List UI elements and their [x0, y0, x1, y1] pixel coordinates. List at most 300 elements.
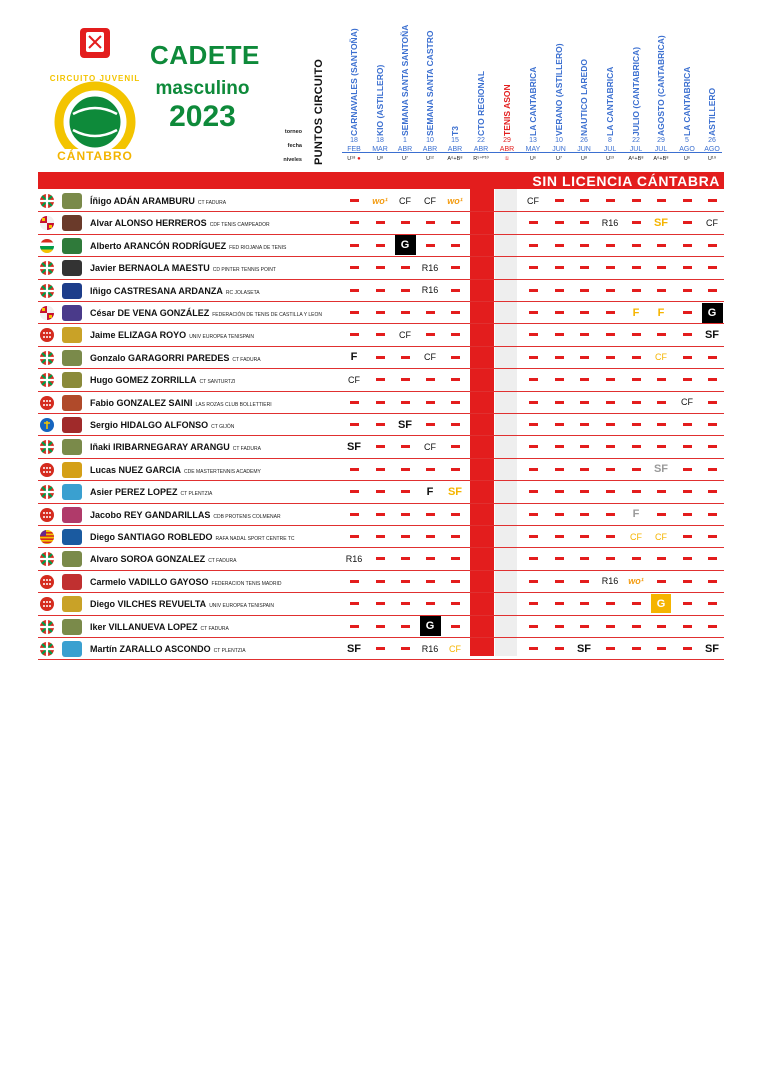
result-text: SF: [346, 642, 362, 655]
region-flag-icon: [40, 418, 54, 432]
tournament-date: 18 FEB: [347, 137, 361, 153]
result-cell: [675, 235, 699, 256]
result-cell: [547, 436, 571, 457]
logo-text-top: CIRCUITO JUVENIL: [49, 74, 141, 83]
no-result-dash: [451, 445, 460, 448]
player-name-text: Íñigo ADÁN ARAMBURU: [90, 196, 195, 206]
player-name-text: Diego SANTIAGO ROBLEDO: [90, 532, 213, 542]
result-text: F: [657, 306, 665, 319]
player-club: FEDERACIÓN DE TENIS DE CASTILLA Y LEON: [212, 312, 322, 318]
no-result-dash: [580, 468, 589, 471]
result-cell: [418, 212, 442, 233]
result-cell: [649, 504, 673, 525]
no-result-dash: [529, 625, 538, 628]
tournament-date: 10 ABR: [422, 137, 438, 153]
result-cell: [521, 548, 545, 569]
club-logo-icon: [62, 641, 82, 657]
tournament-level: A⁶+B⁸: [628, 156, 644, 162]
result-cell: [521, 347, 545, 368]
result-cell: [342, 638, 366, 659]
points-circuit-header: PUNTOS CIRCUITO: [313, 58, 325, 165]
no-result-dash: [683, 513, 692, 516]
result-cell: [521, 436, 545, 457]
no-result-dash: [350, 244, 359, 247]
result-cell: [598, 638, 622, 659]
result-cell: [572, 257, 596, 278]
result-cell: [700, 392, 724, 413]
tournament-level: R⁵⁺ᴾ¹⁰: [473, 156, 489, 162]
result-text: R16: [345, 553, 363, 564]
result-cell: [700, 504, 724, 525]
no-result-dash: [529, 535, 538, 538]
result-text: SF: [397, 418, 413, 431]
no-result-dash: [657, 266, 666, 269]
result-cell: [649, 235, 673, 256]
no-result-dash: [401, 378, 410, 381]
result-cell: [675, 548, 699, 569]
player-club: CT FADURA: [208, 558, 237, 565]
result-cell: [547, 392, 571, 413]
result-cell: [521, 481, 545, 502]
result-cell: [700, 257, 724, 278]
result-cell: [393, 436, 417, 457]
no-result-dash: [580, 580, 589, 583]
no-result-dash: [555, 289, 564, 292]
result-cell: [675, 481, 699, 502]
no-result-dash: [451, 557, 460, 560]
no-result-dash: [632, 266, 641, 269]
no-result-dash: [555, 535, 564, 538]
no-result-dash: [555, 602, 564, 605]
no-result-dash: [580, 445, 589, 448]
no-result-dash: [426, 423, 435, 426]
result-cell: [418, 459, 442, 480]
tournament-level: A⁶+B⁸: [653, 156, 669, 162]
no-result-dash: [606, 625, 615, 628]
result-cell: [598, 392, 622, 413]
no-result-dash: [350, 266, 359, 269]
result-cell: [521, 212, 545, 233]
no-result-dash: [529, 580, 538, 583]
result-cell: [443, 593, 467, 614]
no-result-dash: [683, 333, 692, 336]
result-cell: [624, 347, 648, 368]
result-cell: [521, 414, 545, 435]
result-cell: [368, 369, 392, 390]
result-cell: [598, 504, 622, 525]
no-result-dash: [555, 401, 564, 404]
region-flag-icon: [40, 440, 54, 454]
club-logo-icon: [62, 596, 82, 612]
no-result-dash: [376, 378, 385, 381]
result-cell: [368, 414, 392, 435]
no-result-dash: [657, 445, 666, 448]
result-cell: [598, 436, 622, 457]
result-cell: [649, 414, 673, 435]
result-text: wo¹: [628, 576, 644, 587]
no-result-dash: [683, 445, 692, 448]
player-name-text: Hugo GOMEZ ZORRILLA: [90, 375, 197, 386]
result-cell: [624, 481, 648, 502]
player-club: UNIV EUROPEA TENISPAIN: [189, 334, 255, 341]
no-result-dash: [580, 244, 589, 247]
result-cell: [418, 414, 442, 435]
no-result-dash: [376, 535, 385, 538]
player-row: [38, 571, 724, 593]
page-subtitle: masculino: [155, 78, 250, 99]
result-cell: [675, 280, 699, 301]
player-row: [38, 459, 724, 481]
result-cell: [547, 459, 571, 480]
no-result-dash: [555, 468, 564, 471]
result-cell: [443, 347, 467, 368]
no-result-dash: [606, 199, 615, 202]
no-result-dash: [708, 625, 717, 628]
no-result-dash: [657, 490, 666, 493]
result-cell: [521, 504, 545, 525]
result-cell: [418, 347, 442, 368]
no-result-dash: [555, 333, 564, 336]
no-result-dash: [529, 266, 538, 269]
sin-licencia-label: SIN LICENCIA CÁNTABRA: [532, 173, 720, 189]
result-cell: [342, 369, 366, 390]
no-result-dash: [529, 647, 538, 650]
tournament-date: 29 JUL: [654, 137, 668, 153]
result-cell: [418, 436, 442, 457]
result-cell: [572, 459, 596, 480]
player-name-text: Jaime ELIZAGA ROYO: [90, 330, 187, 341]
result-cell: [368, 504, 392, 525]
player-club: CDE MASTERTENNIS ACADEMY: [184, 468, 261, 475]
result-text: R16: [421, 262, 439, 273]
result-cell: [700, 190, 724, 211]
federation-shield-icon: [80, 28, 110, 58]
result-cell: [443, 638, 467, 659]
result-cell: [624, 459, 648, 480]
result-text: SF: [704, 328, 720, 341]
result-cell: [547, 302, 571, 323]
result-cell: [572, 302, 596, 323]
result-cell: [649, 212, 673, 233]
result-cell: [342, 593, 366, 614]
result-text: F: [426, 485, 434, 498]
tournament-name: CTO REGIONAL: [476, 70, 486, 136]
tournament-level: U¹³: [606, 156, 614, 162]
result-cell: [624, 548, 648, 569]
tournament-level: U¹⁹: [707, 156, 717, 162]
no-result-dash: [683, 557, 692, 560]
level-dot-icon: ●: [355, 156, 361, 162]
result-text: G: [702, 303, 723, 323]
result-cell: [547, 212, 571, 233]
no-result-dash: [606, 513, 615, 516]
result-cell: [443, 436, 467, 457]
result-cell: [521, 369, 545, 390]
result-cell: [675, 257, 699, 278]
no-result-dash: [451, 289, 460, 292]
player-row: [38, 436, 724, 458]
result-cell: [521, 302, 545, 323]
result-cell: [393, 414, 417, 435]
club-logo-icon: [62, 327, 82, 343]
result-cell: [598, 235, 622, 256]
no-result-dash: [451, 356, 460, 359]
result-cell: [443, 302, 467, 323]
result-cell: [368, 571, 392, 592]
player-row: [38, 638, 724, 660]
no-result-dash: [632, 625, 641, 628]
no-result-dash: [606, 490, 615, 493]
no-result-dash: [451, 244, 460, 247]
page-year: 2023: [169, 100, 236, 133]
result-cell: [649, 347, 673, 368]
result-cell: [368, 235, 392, 256]
no-result-dash: [606, 244, 615, 247]
player-club: CT FADURA: [232, 356, 261, 363]
no-result-dash: [401, 289, 410, 292]
result-cell: [700, 459, 724, 480]
player-club: RAFA NADAL SPORT CENTRE TC: [215, 536, 295, 542]
result-cell: [521, 190, 545, 211]
player-club: CD PINTER TENNIS POINT: [212, 267, 276, 274]
region-flag-icon: [40, 530, 54, 544]
result-cell: [675, 414, 699, 435]
club-logo-icon: [62, 507, 82, 523]
result-text: CF: [527, 195, 539, 206]
region-flag-icon: [40, 485, 54, 499]
no-result-dash: [555, 625, 564, 628]
result-cell: [443, 616, 467, 637]
no-result-dash: [708, 401, 717, 404]
result-cell: [368, 593, 392, 614]
result-text: SF: [576, 642, 592, 655]
no-result-dash: [555, 513, 564, 516]
result-cell: [547, 616, 571, 637]
result-cell: [521, 571, 545, 592]
result-cell: [418, 392, 442, 413]
player-name-text: Lucas NUEZ GARCIA: [90, 464, 182, 475]
result-cell: [675, 459, 699, 480]
result-cell: [700, 526, 724, 547]
player-name: [90, 263, 276, 273]
no-result-dash: [376, 580, 385, 583]
player-club: CT FADURA: [197, 200, 227, 206]
result-cell: [649, 324, 673, 345]
no-result-dash: [350, 490, 359, 493]
no-result-dash: [350, 401, 359, 404]
player-club: CT PLENTZIA: [213, 648, 246, 654]
tournament-date: 29 ABR: [499, 137, 515, 153]
no-result-dash: [350, 199, 359, 202]
no-result-dash: [426, 333, 435, 336]
result-cell: [547, 638, 571, 659]
result-cell: [649, 257, 673, 278]
no-result-dash: [606, 423, 615, 426]
region-flag-icon: [40, 396, 54, 410]
result-cell: [342, 280, 366, 301]
player-row: [38, 548, 724, 570]
result-cell: [521, 392, 545, 413]
circuito-juvenil-logo: [40, 22, 150, 167]
no-result-dash: [606, 266, 615, 269]
result-cell: [649, 369, 673, 390]
no-result-dash: [451, 468, 460, 471]
result-text: wo¹: [447, 195, 463, 206]
no-result-dash: [683, 311, 692, 314]
no-result-dash: [426, 513, 435, 516]
player-name-text: Iñigo CASTRESANA ARDANZA: [90, 285, 223, 296]
no-result-dash: [350, 602, 359, 605]
result-text: CF: [681, 397, 693, 408]
no-result-dash: [350, 468, 359, 471]
result-cell: [521, 280, 545, 301]
result-cell: [547, 190, 571, 211]
no-result-dash: [555, 356, 564, 359]
result-cell: [547, 235, 571, 256]
no-result-dash: [606, 602, 615, 605]
result-cell: [649, 280, 673, 301]
club-logo-icon: [62, 551, 82, 567]
player-name: [90, 442, 261, 452]
result-cell: [572, 571, 596, 592]
tournament-date: 5 AGO: [679, 137, 695, 153]
no-result-dash: [580, 356, 589, 359]
club-logo-icon: [62, 283, 82, 299]
player-row: [38, 324, 724, 346]
result-cell: [572, 504, 596, 525]
result-cell: [675, 302, 699, 323]
no-result-dash: [451, 311, 460, 314]
no-result-dash: [401, 266, 410, 269]
result-cell: [418, 302, 442, 323]
no-result-dash: [529, 289, 538, 292]
result-cell: [649, 392, 673, 413]
player-name-text: Sergio HIDALGO ALFONSO: [90, 420, 209, 430]
no-result-dash: [580, 557, 589, 560]
tournament-name: SEMANA SANTA CASTRO: [425, 30, 435, 136]
result-text: R16: [601, 576, 619, 587]
result-text: R16: [421, 285, 439, 296]
player-name: [90, 622, 229, 632]
result-cell: [393, 190, 417, 211]
no-result-dash: [708, 557, 717, 560]
result-cell: [418, 526, 442, 547]
club-logo-icon: [62, 215, 82, 231]
result-cell: [418, 481, 442, 502]
result-cell: [598, 347, 622, 368]
club-logo-icon: [62, 260, 82, 276]
no-result-dash: [401, 557, 410, 560]
region-flag-icon: [40, 284, 54, 298]
player-row: [38, 392, 724, 414]
row-label-niveles: niveles: [283, 157, 302, 163]
player-name: [90, 577, 281, 587]
result-cell: [598, 190, 622, 211]
result-cell: [675, 212, 699, 233]
no-result-dash: [350, 513, 359, 516]
result-cell: [547, 347, 571, 368]
player-name-text: Carmelo VADILLO GAYOSO: [90, 576, 209, 587]
result-cell: [342, 190, 366, 211]
result-cell: [418, 548, 442, 569]
player-name: [90, 420, 234, 430]
header-divider: [342, 152, 722, 153]
result-cell: [624, 212, 648, 233]
tournament-date: 15 ABR: [447, 137, 463, 153]
result-cell: [598, 571, 622, 592]
result-cell: [624, 324, 648, 345]
tournament-name: LA CANTABRICA: [605, 66, 615, 136]
result-text: CF: [655, 531, 667, 542]
no-result-dash: [401, 356, 410, 359]
player-name: [90, 241, 286, 251]
region-flag-icon: [40, 351, 54, 365]
no-result-dash: [529, 333, 538, 336]
result-cell: [598, 302, 622, 323]
result-cell: [368, 436, 392, 457]
region-flag-icon: [40, 575, 54, 589]
no-result-dash: [376, 602, 385, 605]
no-result-dash: [555, 378, 564, 381]
result-cell: [368, 616, 392, 637]
region-flag-icon: [40, 642, 54, 656]
result-cell: [700, 593, 724, 614]
result-cell: [598, 593, 622, 614]
result-cell: [443, 414, 467, 435]
no-result-dash: [555, 557, 564, 560]
result-cell: [368, 302, 392, 323]
no-result-dash: [529, 311, 538, 314]
no-result-dash: [580, 333, 589, 336]
no-result-dash: [580, 401, 589, 404]
result-text: CF: [655, 352, 667, 363]
no-result-dash: [708, 490, 717, 493]
tournament-date: 26 AGO: [704, 137, 720, 153]
no-result-dash: [376, 356, 385, 359]
result-cell: [393, 212, 417, 233]
club-logo-icon: [62, 417, 82, 433]
result-text: SF: [653, 216, 669, 229]
no-result-dash: [606, 535, 615, 538]
result-cell: [572, 280, 596, 301]
no-result-dash: [451, 602, 460, 605]
no-result-dash: [350, 221, 359, 224]
player-club: FED RIOJANA DE TENIS: [229, 244, 287, 251]
club-logo-icon: [62, 193, 82, 209]
result-text: CF: [424, 352, 436, 363]
no-result-dash: [376, 625, 385, 628]
result-cell: [700, 548, 724, 569]
result-cell: [418, 638, 442, 659]
tournament-date: 8 JUL: [603, 137, 617, 153]
result-cell: [443, 548, 467, 569]
result-cell: [547, 481, 571, 502]
player-name-text: Jacobo REY GANDARILLAS: [90, 509, 211, 520]
result-text: SF: [346, 440, 362, 453]
result-cell: [393, 324, 417, 345]
no-result-dash: [683, 199, 692, 202]
tournament-name: AGOSTO (CANTABRICA): [656, 35, 666, 136]
player-club: CT PLENTZIA: [180, 491, 213, 498]
no-result-dash: [632, 356, 641, 359]
result-cell: [598, 481, 622, 502]
no-result-dash: [376, 468, 385, 471]
no-result-dash: [350, 423, 359, 426]
result-cell: [521, 324, 545, 345]
no-result-dash: [708, 445, 717, 448]
tournament-level: U⁶: [683, 156, 691, 162]
result-cell: [572, 638, 596, 659]
